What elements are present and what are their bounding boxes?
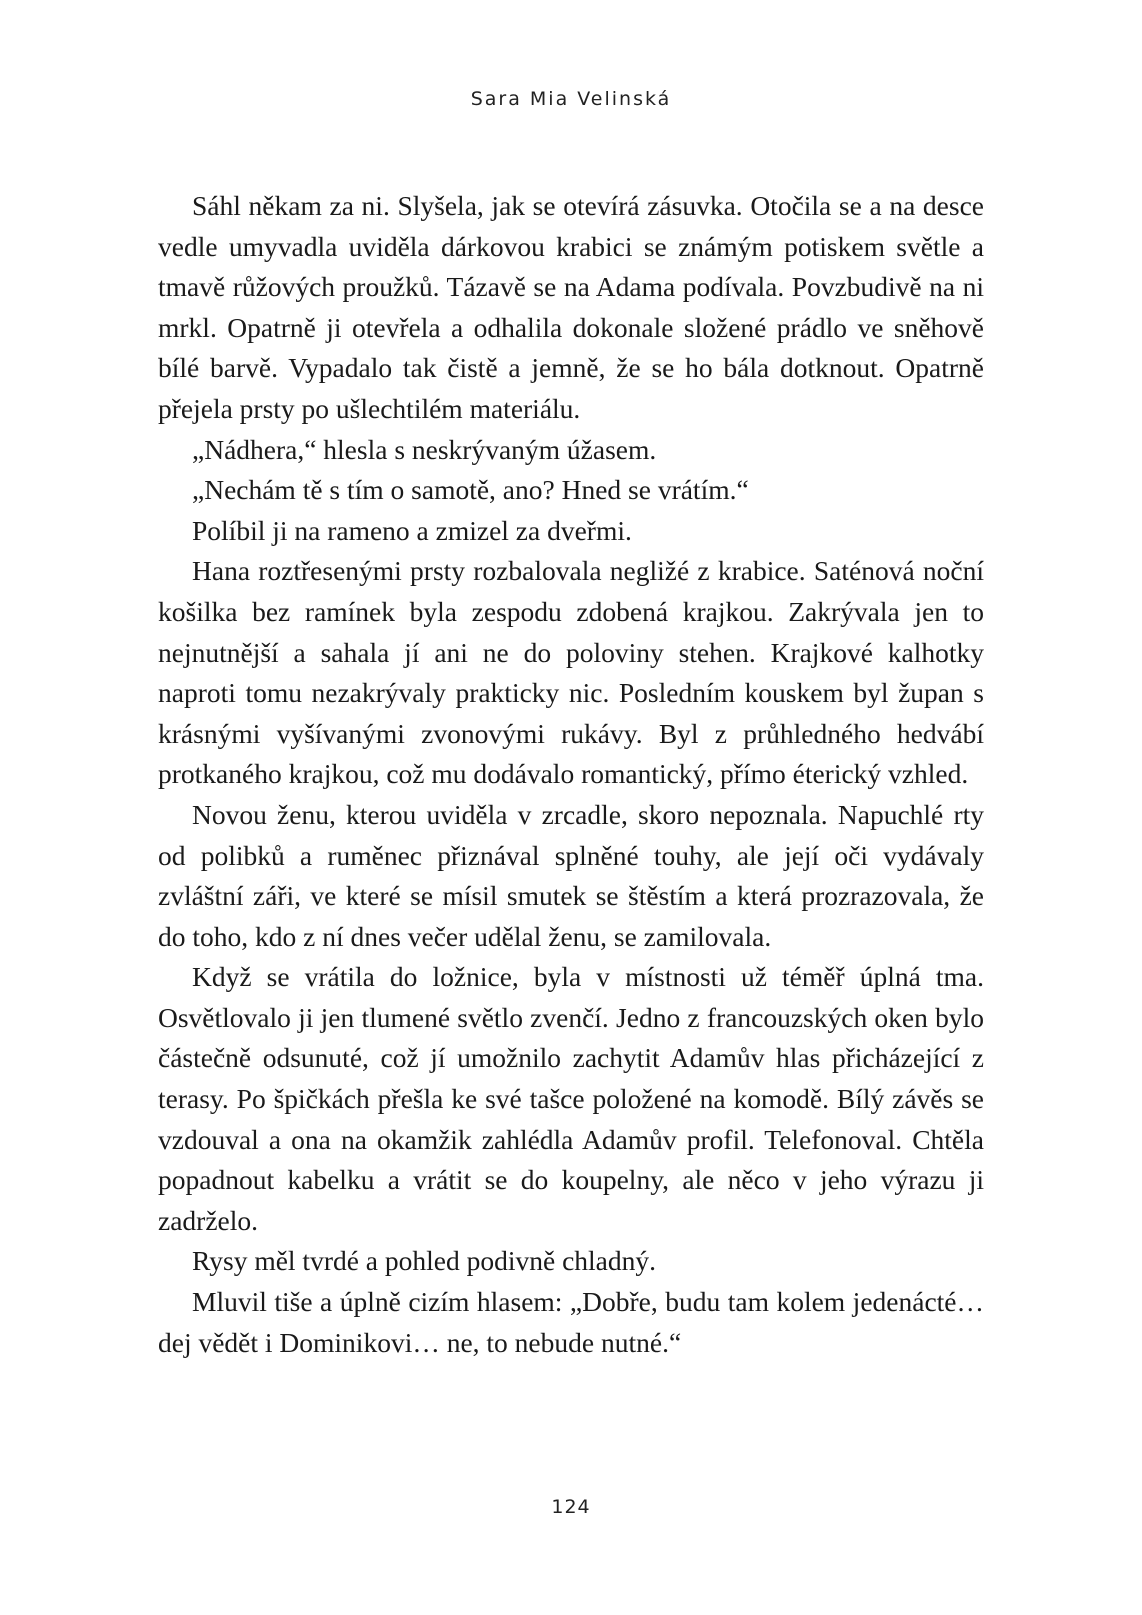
paragraph: Rysy měl tvrdé a pohled podivně chladný. [192,1245,657,1277]
body-text [158,186,984,1363]
paragraph: Políbil ji na rameno a zmizel za dveřmi. [192,514,632,546]
paragraph: Novou ženu, kterou uviděla v zrcadle, skoro nepoznala. Napuchlé rty od polibků a ruměnec přiznával splněné touhy, ale její oči vydávaly zvláštní záři, ve které se mísil smutek se štěstím a která prozrazovala, že do toho, kdo z ní dnes večer udělal ženu, se zamilovala. [158,798,984,952]
paragraph: Hana roztřesenými prsty rozbalovala negližé z krabice. Saténová noční košilka bez ramínek byla zespodu zdobená krajkou. Zakrývala jen to nejnutnější a sahala jí ani ne do poloviny stehen. Krajkové kalhotky naproti tomu nezakrývaly prakticky nic. Posledním kouskem byl župan s krásnými vyšívanými zvonovými rukávy. Byl z průhledného hedvábí protkaného krajkou, což mu dodávalo romantický, přímo éterický vzhled. [158,555,984,790]
paragraph: Sáhl někam za ni. Slyšela, jak se otevírá zásuvka. Otočila se a na desce vedle umyvadla uviděla dárkovou krabici se známým potiskem světle a tmavě růžových proužků. Tázavě se na Adama podívala. Povzbudivě na ni mrkl. Opatrně ji otevřela a odhalila dokonale složené prádlo ve sněhově bílé barvě. Vypadalo tak čistě a jemně, že se ho bála dotknout. Opatrně přejela prsty po ušlechtilém materiálu. [158,190,984,424]
paragraph: „Nechám tě s tím o samotě, ano? Hned se vrátím.“ [192,474,749,506]
paragraph: Mluvil tiše a úplně cizím hlasem: „Dobře, budu tam kolem jedenácté… dej vědět i Dominikovi… ne, to nebude nutné.“ [158,1286,984,1358]
page-number: 124 [551,1496,591,1518]
paragraph: Když se vrátila do ložnice, byla v místnosti už téměř úplná tma. Osvětlovalo ji jen tlumené světlo zvenčí. Jedno z francouzských oken bylo částečně odsunuté, což jí umožnilo zachytit Adamův hlas přicházející z terasy. Po špičkách přešla ke své tašce položené na komodě. Bílý závěs se vzdouval a ona na okamžik zahlédla Adamův profil. Telefonoval. Chtěla popadnout kabelku a vrátit se do koupelny, ale něco v jeho výrazu ji zadrželo. [158,961,984,1236]
paragraph: „Nádhera,“ hlesla s neskrývaným úžasem. [192,433,657,465]
running-head-author: Sara Mia Velinská [470,88,672,110]
